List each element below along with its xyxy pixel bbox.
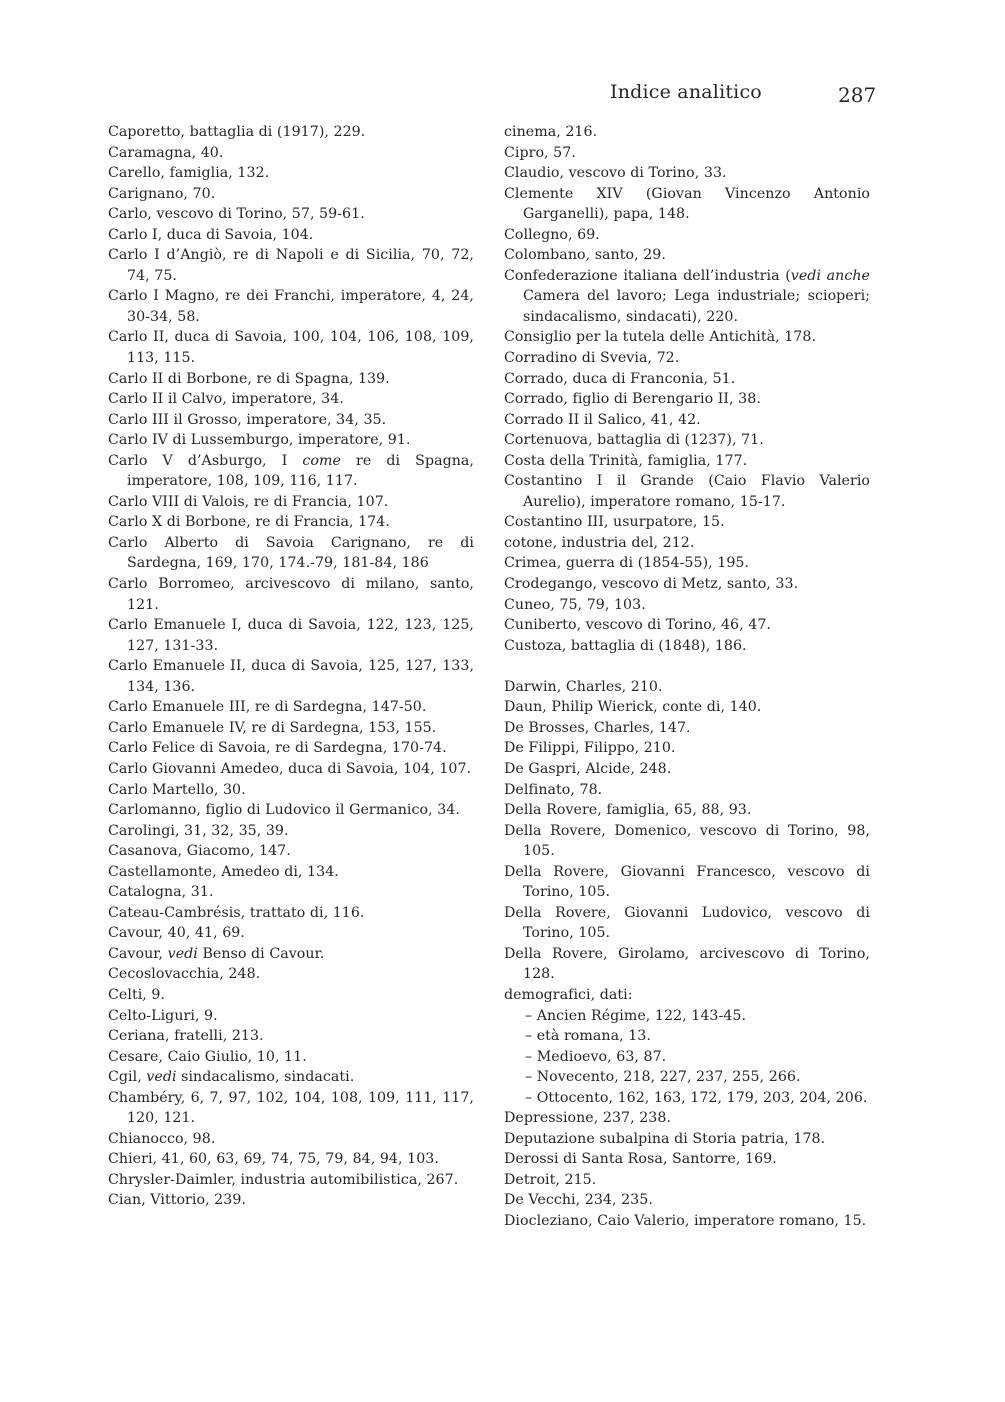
entry-text: Cavour, 40, 41, 69. xyxy=(108,925,245,942)
entry-text: De Brosses, Charles, 147. xyxy=(504,719,691,736)
entry-text: Carlo VIII di Valois, re di Francia, 107. xyxy=(108,493,389,510)
index-entry xyxy=(504,780,870,801)
entry-text: Cesare, Caio Giulio, 10, 11. xyxy=(108,1048,307,1065)
entry-text: Cuneo, 75, 79, 103. xyxy=(504,596,646,613)
index-entry xyxy=(504,471,870,512)
index-entry xyxy=(504,143,870,164)
entry-text: Costa della Trinità, famiglia, 177. xyxy=(504,452,748,469)
entry-text: – età romana, 13. xyxy=(525,1028,651,1045)
index-entry xyxy=(108,122,474,143)
index-entry xyxy=(108,800,474,821)
index-entry xyxy=(504,677,870,698)
index-entry xyxy=(504,369,870,390)
entry-text: Carolingi, 31, 32, 35, 39. xyxy=(108,822,289,839)
index-entry xyxy=(108,964,474,985)
entry-text: Carlo II di Borbone, re di Spagna, 139. xyxy=(108,370,390,387)
index-entry xyxy=(108,1088,474,1129)
entry-text: Cavour, xyxy=(108,945,168,962)
index-entry xyxy=(108,718,474,739)
entry-text: Consiglio per la tutela delle Antichità, 178. xyxy=(504,329,816,346)
entry-text: – Medioevo, 63, 87. xyxy=(525,1048,667,1065)
entry-text: cinema, 216. xyxy=(504,124,598,140)
entry-text: sindacalismo, sindacati. xyxy=(176,1069,355,1086)
index-subentry xyxy=(504,1006,870,1027)
entry-text: demografici, dati: xyxy=(504,986,633,1003)
entry-text: Crimea, guerra di (1854-55), 195. xyxy=(504,555,750,572)
entry-text: Crodegango, vescovo di Metz, santo, 33. xyxy=(504,576,799,593)
page-number: 287 xyxy=(838,83,877,107)
entry-text: Carlo X di Borbone, re di Francia, 174. xyxy=(108,514,390,531)
entry-text: Darwin, Charles, 210. xyxy=(504,678,663,695)
index-entry xyxy=(504,122,870,143)
entry-text: Chianocco, 98. xyxy=(108,1130,216,1147)
entry-text: – Novecento, 218, 227, 237, 255, 266. xyxy=(525,1069,801,1086)
entry-text: De Vecchi, 234, 235. xyxy=(504,1192,653,1209)
index-entry xyxy=(108,389,474,410)
index-entry xyxy=(504,553,870,574)
entry-text: Castellamonte, Amedeo di, 134. xyxy=(108,863,339,880)
index-entry xyxy=(108,841,474,862)
index-entry xyxy=(108,697,474,718)
index-entry xyxy=(108,903,474,924)
entry-text: Catalogna, 31. xyxy=(108,884,214,901)
index-entry xyxy=(108,430,474,451)
entry-text: Chieri, 41, 60, 63, 69, 74, 75, 79, 84, 94, 103. xyxy=(108,1151,439,1168)
index-entry xyxy=(504,389,870,410)
entry-italic-text: vedi xyxy=(167,945,198,962)
entry-text: Clemente XIV (Giovan Vincenzo Antonio Garganelli), papa, 148. xyxy=(504,185,870,223)
entry-text: Carello, famiglia, 132. xyxy=(108,165,270,182)
entry-text: Cgil, xyxy=(108,1069,147,1086)
index-column-right xyxy=(504,122,870,1232)
index-entry xyxy=(504,410,870,431)
letter-section-gap xyxy=(504,656,870,677)
entry-text: Carlo I Magno, re dei Franchi, imperatore, 4, 24, 30-34, 58. xyxy=(108,288,474,325)
index-entry xyxy=(108,410,474,431)
entry-text: Carlo V d’Asburgo, I xyxy=(108,452,303,469)
entry-text: Benso di Cavour. xyxy=(197,945,325,962)
entry-text: Confederazione italiana dell’industria ( xyxy=(504,267,791,284)
index-entry xyxy=(504,245,870,266)
index-entry xyxy=(108,1149,474,1170)
running-title: Indice analitico xyxy=(610,81,762,103)
entry-text: Camera del lavoro; Lega industriale; scioperi; sindacalismo, sindacati), 220. xyxy=(523,288,870,325)
index-entry xyxy=(504,697,870,718)
index-entry xyxy=(504,759,870,780)
index-entry xyxy=(108,163,474,184)
index-column-left xyxy=(108,122,474,1211)
entry-text: Carlo II, duca di Savoia, 100, 104, 106, 108, 109, 113, 115. xyxy=(108,329,474,367)
index-entry xyxy=(108,451,474,492)
entry-text: – Ancien Régime, 122, 143-45. xyxy=(525,1007,747,1024)
index-entry xyxy=(504,533,870,554)
index-entry xyxy=(108,1047,474,1068)
entry-text: Cian, Vittorio, 239. xyxy=(108,1192,246,1209)
index-entry xyxy=(108,204,474,225)
entry-text: Ceriana, fratelli, 213. xyxy=(108,1028,264,1045)
entry-text: Caramagna, 40. xyxy=(108,144,224,161)
entry-text: Carlo Emanuele II, duca di Savoia, 125, 127, 133, 134, 136. xyxy=(108,658,474,695)
entry-text: Carlo Giovanni Amedeo, duca di Savoia, 104, 107. xyxy=(108,760,472,777)
index-entry xyxy=(108,512,474,533)
index-entry xyxy=(504,800,870,821)
index-entry xyxy=(108,738,474,759)
entry-text: Cipro, 57. xyxy=(504,144,576,161)
entry-italic-text: come xyxy=(302,452,341,469)
entry-text: Celto-Liguri, 9. xyxy=(108,1007,218,1024)
entry-text: Carlo Emanuele IV, re di Sardegna, 153, 155. xyxy=(108,719,437,736)
index-entry xyxy=(504,163,870,184)
entry-text: Costantino III, usurpatore, 15. xyxy=(504,514,725,531)
entry-text: Carlo III il Grosso, imperatore, 34, 35. xyxy=(108,411,387,428)
entry-text: Cateau-Cambrésis, trattato di, 116. xyxy=(108,904,365,921)
entry-text: Cortenuova, battaglia di (1237), 71. xyxy=(504,432,764,449)
index-entry xyxy=(108,1006,474,1027)
entry-text: Della Rovere, Giovanni Francesco, vescovo di Torino, 105. xyxy=(504,863,870,901)
entry-text: cotone, industria del, 212. xyxy=(504,534,695,551)
entry-text: Depressione, 237, 238. xyxy=(504,1110,672,1127)
index-entry xyxy=(108,780,474,801)
index-entry xyxy=(504,636,870,657)
index-entry xyxy=(504,348,870,369)
index-entry xyxy=(504,1170,870,1191)
entry-text: Della Rovere, famiglia, 65, 88, 93. xyxy=(504,802,752,819)
entry-text: – Ottocento, 162, 163, 172, 179, 203, 204, 206. xyxy=(525,1089,868,1106)
index-entry xyxy=(108,882,474,903)
index-entry xyxy=(108,821,474,842)
index-entry xyxy=(108,286,474,327)
index-entry xyxy=(504,718,870,739)
index-entry xyxy=(504,1211,870,1232)
index-entry xyxy=(504,1129,870,1150)
index-entry xyxy=(504,512,870,533)
index-entry xyxy=(504,738,870,759)
entry-text: Daun, Philip Wierick, conte di, 140. xyxy=(504,699,762,716)
entry-text: Carlomanno, figlio di Ludovico il Germanico, 34. xyxy=(108,802,460,819)
index-entry xyxy=(504,327,870,348)
index-entry xyxy=(504,574,870,595)
index-entry xyxy=(108,225,474,246)
entry-text: Carlo Borromeo, arcivescovo di milano, santo, 121. xyxy=(108,576,474,613)
entry-text: Claudio, vescovo di Torino, 33. xyxy=(504,165,727,182)
entry-text: Corrado, duca di Franconia, 51. xyxy=(504,370,736,387)
index-entry xyxy=(108,533,474,574)
index-entry xyxy=(108,985,474,1006)
entry-text: Cuniberto, vescovo di Torino, 46, 47. xyxy=(504,617,771,634)
entry-text: Corrado II il Salico, 41, 42. xyxy=(504,411,701,428)
entry-italic-text: vedi anche xyxy=(790,267,870,284)
entry-text: Delfinato, 78. xyxy=(504,781,603,798)
index-subentry xyxy=(504,1067,870,1088)
index-entry xyxy=(108,944,474,965)
entry-text: Della Rovere, Giovanni Ludovico, vescovo di Torino, 105. xyxy=(504,904,870,942)
entry-text: Carignano, 70. xyxy=(108,185,216,202)
entry-text: Diocleziano, Caio Valerio, imperatore romano, 15. xyxy=(504,1212,867,1229)
index-entry xyxy=(504,985,870,1006)
index-entry xyxy=(108,492,474,513)
index-entry xyxy=(108,615,474,656)
index-entry xyxy=(108,1026,474,1047)
entry-text: Carlo Felice di Savoia, re di Sardegna, 170-74. xyxy=(108,740,447,757)
page-header xyxy=(0,78,1005,108)
index-entry xyxy=(504,266,870,328)
index-entry xyxy=(504,903,870,944)
index-entry xyxy=(108,327,474,368)
index-subentry xyxy=(504,1088,870,1109)
entry-text: re di Spagna, imperatore, 108, 109, 116, 117. xyxy=(127,452,474,490)
index-entry xyxy=(108,245,474,286)
index-entry xyxy=(504,944,870,985)
entry-text: Derossi di Santa Rosa, Santorre, 169. xyxy=(504,1151,777,1168)
entry-text: Carlo I, duca di Savoia, 104. xyxy=(108,226,314,243)
entry-text: Cecoslovacchia, 248. xyxy=(108,966,261,983)
entry-text: Costantino I il Grande (Caio Flavio Valerio Aurelio), imperatore romano, 15-17. xyxy=(504,473,870,510)
index-entry xyxy=(504,1190,870,1211)
index-entry xyxy=(504,451,870,472)
index-entry xyxy=(504,1149,870,1170)
index-entry xyxy=(108,1067,474,1088)
entry-text: Carlo II il Calvo, imperatore, 34. xyxy=(108,391,344,408)
index-entry xyxy=(108,1170,474,1191)
index-entry xyxy=(108,923,474,944)
entry-text: Caporetto, battaglia di (1917), 229. xyxy=(108,124,366,140)
entry-text: Casanova, Giacomo, 147. xyxy=(108,843,291,860)
entry-italic-text: vedi xyxy=(146,1069,177,1086)
entry-text: Carlo IV di Lussemburgo, imperatore, 91. xyxy=(108,432,411,449)
entry-text: Collegno, 69. xyxy=(504,226,600,243)
index-entry xyxy=(108,184,474,205)
index-entry xyxy=(108,656,474,697)
entry-text: Carlo I d’Angiò, re di Napoli e di Sicilia, 70, 72, 74, 75. xyxy=(108,247,474,284)
entry-text: Della Rovere, Domenico, vescovo di Torino, 98, 105. xyxy=(504,822,870,860)
index-entry xyxy=(504,1108,870,1129)
index-entry xyxy=(504,225,870,246)
entry-text: Carlo Martello, 30. xyxy=(108,781,246,798)
entry-text: Custoza, battaglia di (1848), 186. xyxy=(504,637,747,654)
entry-text: De Filippi, Filippo, 210. xyxy=(504,740,676,757)
entry-text: Celti, 9. xyxy=(108,986,166,1003)
entry-text: Carlo Emanuele III, re di Sardegna, 147-50. xyxy=(108,699,427,716)
entry-text: Carlo Alberto di Savoia Carignano, re di Sardegna, 169, 170, 174.-79, 181-84, 186 xyxy=(108,534,474,572)
index-entry xyxy=(108,143,474,164)
index-entry xyxy=(108,369,474,390)
index-subentry xyxy=(504,1026,870,1047)
index-entry xyxy=(108,574,474,615)
entry-text: Della Rovere, Girolamo, arcivescovo di Torino, 128. xyxy=(504,945,870,983)
entry-text: Carlo Emanuele I, duca di Savoia, 122, 123, 125, 127, 131-33. xyxy=(108,617,474,654)
index-entry xyxy=(504,615,870,636)
entry-text: Colombano, santo, 29. xyxy=(504,247,666,264)
index-entry xyxy=(108,759,474,780)
index-entry xyxy=(108,1129,474,1150)
index-entry xyxy=(108,862,474,883)
index-entry xyxy=(504,430,870,451)
entry-text: Corrado, figlio di Berengario II, 38. xyxy=(504,391,761,408)
index-subentry xyxy=(504,1047,870,1068)
index-entry xyxy=(108,1190,474,1211)
entry-text: De Gaspri, Alcide, 248. xyxy=(504,760,672,777)
index-entry xyxy=(504,862,870,903)
entry-text: Chrysler-Daimler, industria automibilistica, 267. xyxy=(108,1171,459,1188)
entry-text: Detroit, 215. xyxy=(504,1171,597,1188)
index-entry xyxy=(504,184,870,225)
entry-text: Chambéry, 6, 7, 97, 102, 104, 108, 109, 111, 117, 120, 121. xyxy=(108,1089,474,1127)
index-entry xyxy=(504,595,870,616)
index-entry xyxy=(504,821,870,862)
entry-text: Deputazione subalpina di Storia patria, 178. xyxy=(504,1130,826,1147)
entry-text: Corradino di Svevia, 72. xyxy=(504,350,680,367)
entry-text: Carlo, vescovo di Torino, 57, 59-61. xyxy=(108,206,365,223)
